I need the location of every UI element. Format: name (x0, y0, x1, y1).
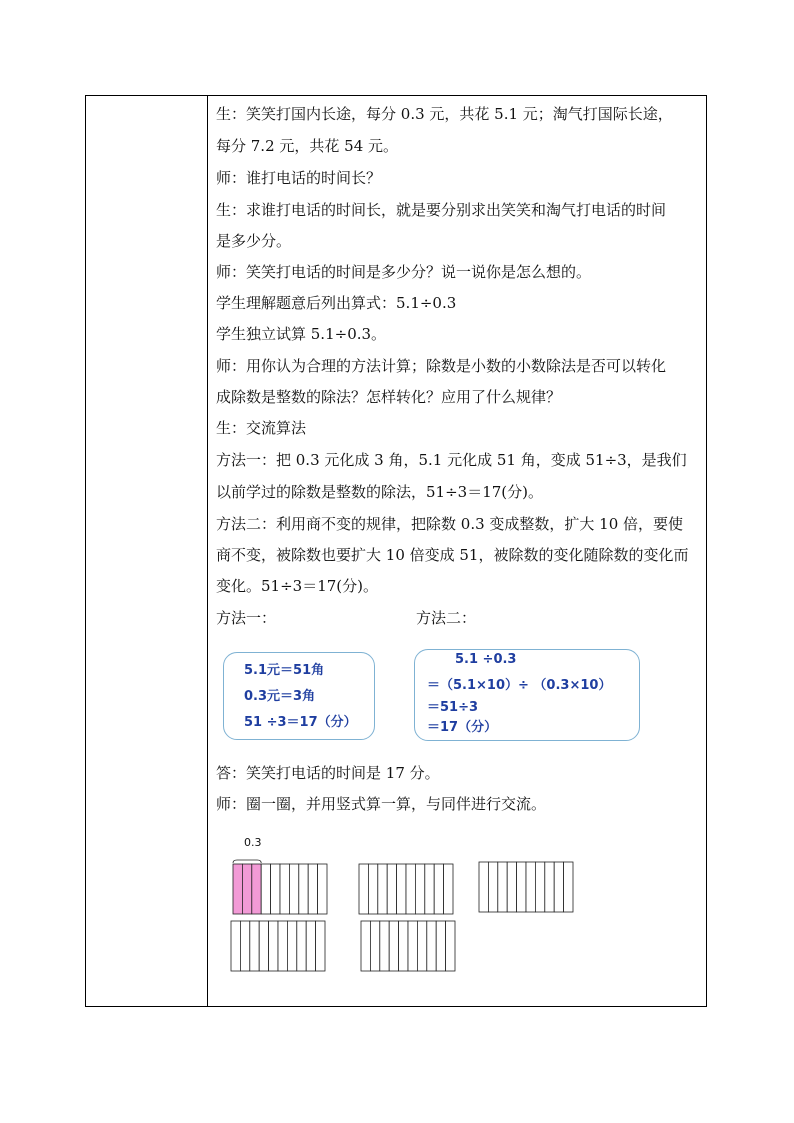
highlighted-strip (242, 864, 251, 914)
strip (387, 864, 396, 914)
method1-step: 0.3元＝3角 (244, 689, 316, 704)
strip (397, 864, 406, 914)
strip (399, 921, 408, 971)
strip (259, 921, 268, 971)
strip (554, 862, 563, 912)
text-line: 变化。51÷3＝17(分)。 (216, 577, 378, 595)
strip (361, 921, 370, 971)
strip (389, 921, 398, 971)
strip (278, 921, 287, 971)
strip (318, 864, 327, 914)
strip (434, 864, 443, 914)
text-line: 生：笑笑打国内长途，每分 0.3 元，共花 5.1 元；淘气打国际长途， (216, 105, 673, 123)
strip (308, 864, 317, 914)
strip (417, 921, 426, 971)
text-line: 是多少分。 (216, 232, 292, 250)
strip (269, 921, 278, 971)
strip (378, 864, 387, 914)
strip (507, 862, 516, 912)
strip (545, 862, 554, 912)
text-line: 方法二：利用商不变的规律，把除数 0.3 变成整数，扩大 10 倍，要使 (216, 515, 684, 533)
strip (427, 921, 436, 971)
method2-step: ＝（5.1×10）÷ （0.3×10） (427, 678, 612, 693)
lesson-table (85, 95, 707, 1007)
text-line: 师：笑笑打电话的时间是多少分？说一说你是怎么想的。 (216, 263, 592, 281)
method1-step: 51 ÷3＝17（分） (244, 715, 357, 730)
strip (271, 864, 280, 914)
strip (359, 864, 368, 914)
strip (261, 864, 270, 914)
strip (289, 864, 298, 914)
method2-label: 方法二： (416, 609, 477, 627)
text-line: 生：交流算法 (216, 419, 307, 437)
bracket-label: 0.3 (244, 836, 262, 849)
strip (240, 921, 249, 971)
strip (408, 921, 417, 971)
method2-box (414, 649, 640, 741)
strip (306, 921, 315, 971)
method2-step: 5.1 ÷0.3 (455, 652, 517, 667)
strip (488, 862, 497, 912)
strip (444, 864, 453, 914)
method2-step: ＝17（分） (427, 720, 498, 735)
strip (287, 921, 296, 971)
method1-label: 方法一： (216, 609, 277, 627)
column-divider (207, 96, 208, 1006)
strip (425, 864, 434, 914)
text-line: 师：谁打电话的时间长？ (216, 169, 382, 187)
strip (370, 921, 379, 971)
highlighted-strip (252, 864, 261, 914)
method1-box (223, 652, 375, 740)
teacher-line: 师：圈一圈，并用竖式算一算，与同伴进行交流。 (216, 795, 547, 813)
strip (406, 864, 415, 914)
strip (316, 921, 325, 971)
text-line: 生：求谁打电话的时间长，就是要分别求出笑笑和淘气打电话的时间 (216, 201, 667, 219)
strip-diagram (216, 846, 576, 1006)
strip (535, 862, 544, 912)
strip (498, 862, 507, 912)
text-line: 师：用你认为合理的方法计算；除数是小数的小数除法是否可以转化 (216, 357, 667, 375)
method2-step: ＝51÷3 (427, 700, 479, 715)
strip (380, 921, 389, 971)
strip (297, 921, 306, 971)
answer-line: 答：笑笑打电话的时间是 17 分。 (216, 764, 440, 782)
strip (526, 862, 535, 912)
text-line: 方法一：把 0.3 元化成 3 角，5.1 元化成 51 角，变成 51÷3，是我们 (216, 451, 687, 469)
strip (436, 921, 445, 971)
strip (517, 862, 526, 912)
strip (564, 862, 573, 912)
strip (231, 921, 240, 971)
strip (479, 862, 488, 912)
text-line: 成除数是整数的除法？怎样转化？应用了什么规律？ (216, 388, 562, 406)
strip (280, 864, 289, 914)
text-line: 学生独立试算 5.1÷0.3。 (216, 325, 387, 343)
strip (368, 864, 377, 914)
text-line: 每分 7.2 元，共花 54 元。 (216, 137, 399, 155)
strip (415, 864, 424, 914)
strip (299, 864, 308, 914)
text-line: 以前学过的除数是整数的除法，51÷3＝17(分)。 (216, 483, 543, 501)
text-line: 学生理解题意后列出算式：5.1÷0.3 (216, 294, 457, 312)
text-line: 商不变，被除数也要扩大 10 倍变成 51，被除数的变化随除数的变化而 (216, 546, 689, 564)
strip (446, 921, 455, 971)
highlighted-strip (233, 864, 242, 914)
bracket (233, 860, 261, 863)
method1-step: 5.1元＝51角 (244, 663, 325, 678)
strip (250, 921, 259, 971)
